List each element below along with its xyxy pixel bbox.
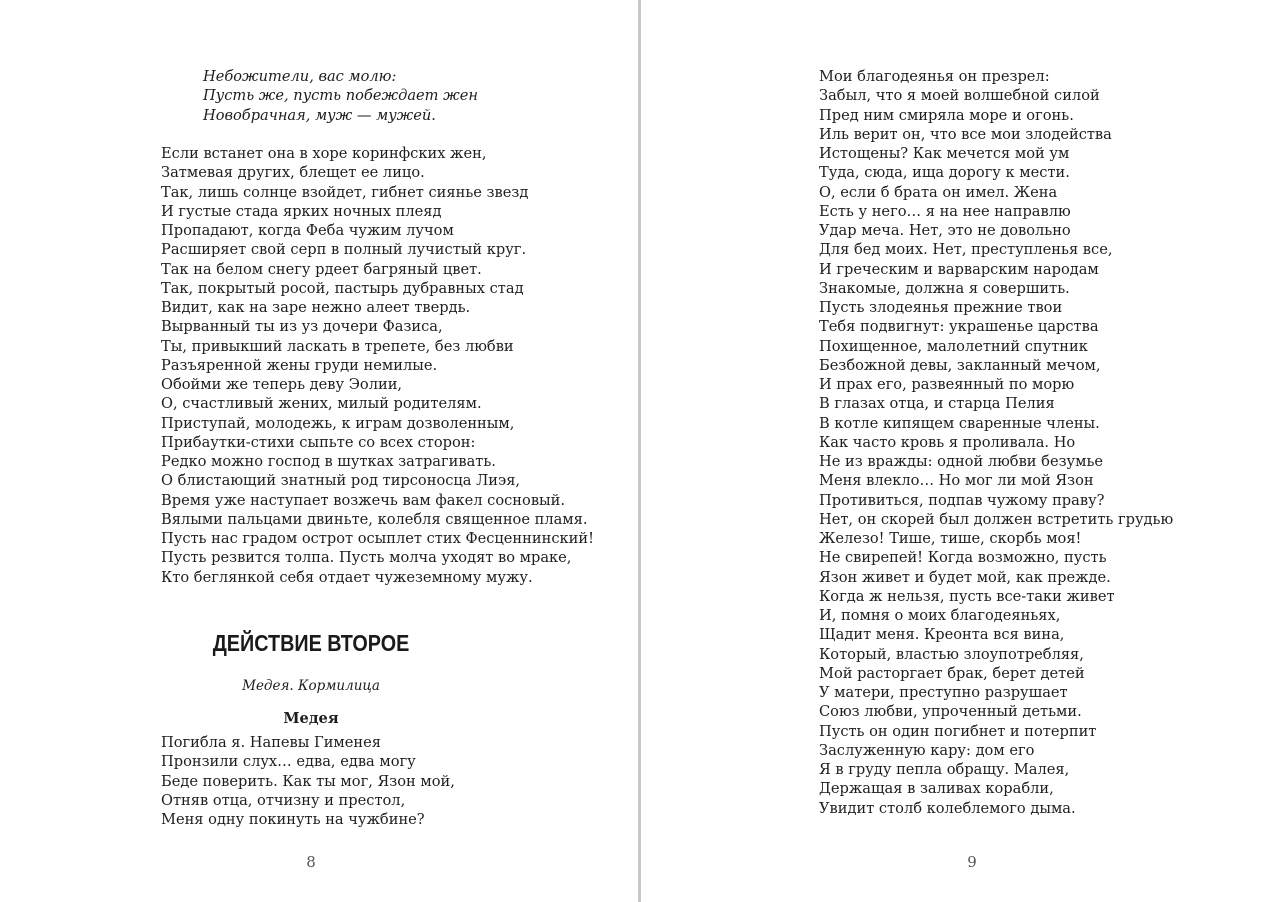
verse-line: В котле кипящем сваренные члены. [819,414,1100,432]
verse-line: Когда ж нельзя, пусть все-таки живет [819,587,1115,605]
verse-line: Иль верит он, что все мои злодейства [819,125,1112,143]
verse-line: И греческим и варварским народам [819,260,1099,278]
verse-line: Пропадают, когда Феба чужим лучом [161,222,454,239]
verse-line: В глазах отца, и старца Пелия [819,395,1055,413]
verse-line: Знакомые, должна я совершить. [819,279,1070,297]
verse-line: Меня одну покинуть на чужбине? [161,811,425,828]
chorus-stanza [161,144,594,587]
verse-line: Заслуженную кару: дом его [819,741,1035,759]
verse-line: Для бед моих. Нет, преступленья все, [819,241,1113,259]
verse-line: Мои благодеянья он презрел: [819,68,1050,85]
verse-line: Туда, сюда, ища дорогу к мести. [819,164,1070,182]
verse-line: Расширяет свой серп в полный лучистый круг. [161,241,527,259]
verse-line: Удар меча. Нет, это не довольно [819,222,1071,239]
verse-line: Не свирепей! Когда возможно, пусть [819,549,1107,567]
verse-line: Держащая в заливах корабли, [819,780,1054,798]
cast-list: Медея. Кормилица [242,678,380,694]
right-page [641,0,1282,902]
epigraph-line: Новобрачная, муж — мужей. [203,106,436,124]
verse-line: Пред ним смиряла море и огонь. [819,106,1074,124]
verse-line: Противиться, подпав чужому праву? [819,491,1105,509]
verse-line: Не из вражды: одной любви безумье [819,453,1104,470]
verse-line: Который, властью злоупотребляя, [819,645,1084,663]
verse-line: Отняв отца, отчизну и престол, [161,791,406,809]
verse-line: Беде поверить. Как ты мог, Язон мой, [161,772,455,790]
epigraph-line: Пусть же, пусть побеждает жен [203,87,478,105]
verse-line: Прибаутки-стихи сыпьте со всех сторон: [161,433,476,451]
left-page [0,0,640,902]
verse-line: Есть у него… я на нее направлю [819,202,1071,220]
verse-line: Безбожной девы, закланный мечом, [819,356,1101,374]
verse-line: Союз любви, упроченный детьми. [819,703,1082,721]
verse-line: Кто беглянкой себя отдает чужеземному мужу. [161,568,533,586]
verse-line: Разъяренной жены груди немилые. [161,356,438,374]
verse-line: Похищенное, малолетний спутник [819,337,1088,355]
verse-line: Так, лишь солнце взойдет, гибнет сиянье звезд [161,183,529,201]
verse-line: Я в груду пепла обращу. Малея, [819,761,1070,778]
verse-line: Тебя подвигнут: украшенье царства [819,318,1099,336]
verse-line: Как часто кровь я проливала. Но [819,433,1076,451]
verse-line: Пусть злодеянья прежние твои [819,299,1063,316]
epigraph-line: Небожители, вас молю: [203,68,397,85]
verse-line: Обойми же теперь деву Эолии, [161,376,403,393]
verse-line: Нет, он скорей был должен встретить грудью [819,510,1174,528]
verse-line: Железо! Тише, тише, скорбь моя! [819,530,1082,547]
medea-speech-continued [819,67,1173,818]
verse-line: Вялыми пальцами двиньте, колебля священное пламя. [161,510,588,528]
verse-line: У матери, преступно разрушает [819,684,1068,701]
verse-line: Затмевая других, блещет ее лицо. [161,164,425,182]
verse-line: Время уже наступает возжечь вам факел сосновый. [161,491,566,509]
verse-line: Истощены? Как мечется мой ум [819,145,1070,162]
verse-line: И, помня о моих благодеяньях, [819,607,1061,624]
verse-line: Так, покрытый росой, пастырь дубравных стад [161,279,524,297]
verse-line: Язон живет и будет мой, как прежде. [819,568,1111,586]
epigraph [203,67,478,125]
verse-line: Увидит столб колеблемого дыма. [819,799,1076,817]
verse-line: Погибла я. Напевы Гименея [161,734,381,751]
verse-line: Так на белом снегу рдеет багряный цвет. [161,260,482,278]
verse-line: И густые стада ярких ночных плеяд [161,202,442,220]
verse-line: Ты, привыкший ласкать в трепете, без любви [161,337,514,355]
verse-line: И прах его, развеянный по морю [819,376,1075,393]
verse-line: Мой расторгает брак, берет детей [819,664,1085,682]
page-number: 9 [967,853,977,871]
verse-line: Редко можно господ в шутках затрагивать. [161,453,496,470]
speaker-name: Медея [283,710,339,727]
verse-line: Видит, как на заре нежно алеет твердь. [161,299,471,316]
page-number: 8 [306,853,316,871]
verse-line: О, если б брата он имел. Жена [819,183,1058,201]
medea-speech-start [161,733,455,829]
verse-line: Щадит меня. Креонта вся вина, [819,626,1065,644]
act-title: ДЕЙСТВИЕ ВТОРОЕ [212,630,410,656]
verse-line: Вырванный ты из уз дочери Фазиса, [161,318,443,336]
verse-line: Пусть резвится толпа. Пусть молча уходят во мраке, [161,549,572,567]
verse-line: О блистающий знатный род тирсоносца Лиэя, [161,472,521,490]
verse-line: Забыл, что я моей волшебной силой [819,87,1100,105]
verse-line: Пусть он один погибнет и потерпит [819,722,1097,740]
verse-line: Меня влекло… Но мог ли мой Язон [819,472,1094,490]
verse-line: Пусть нас градом острот осыплет стих Фесценнинский! [161,530,594,547]
verse-line: Пронзили слух… едва, едва могу [161,753,416,771]
verse-line: Если встанет она в хоре коринфских жен, [161,145,487,162]
verse-line: Приступай, молодежь, к играм дозволенным, [161,414,515,432]
verse-line: О, счастливый жених, милый родителям. [161,395,482,413]
